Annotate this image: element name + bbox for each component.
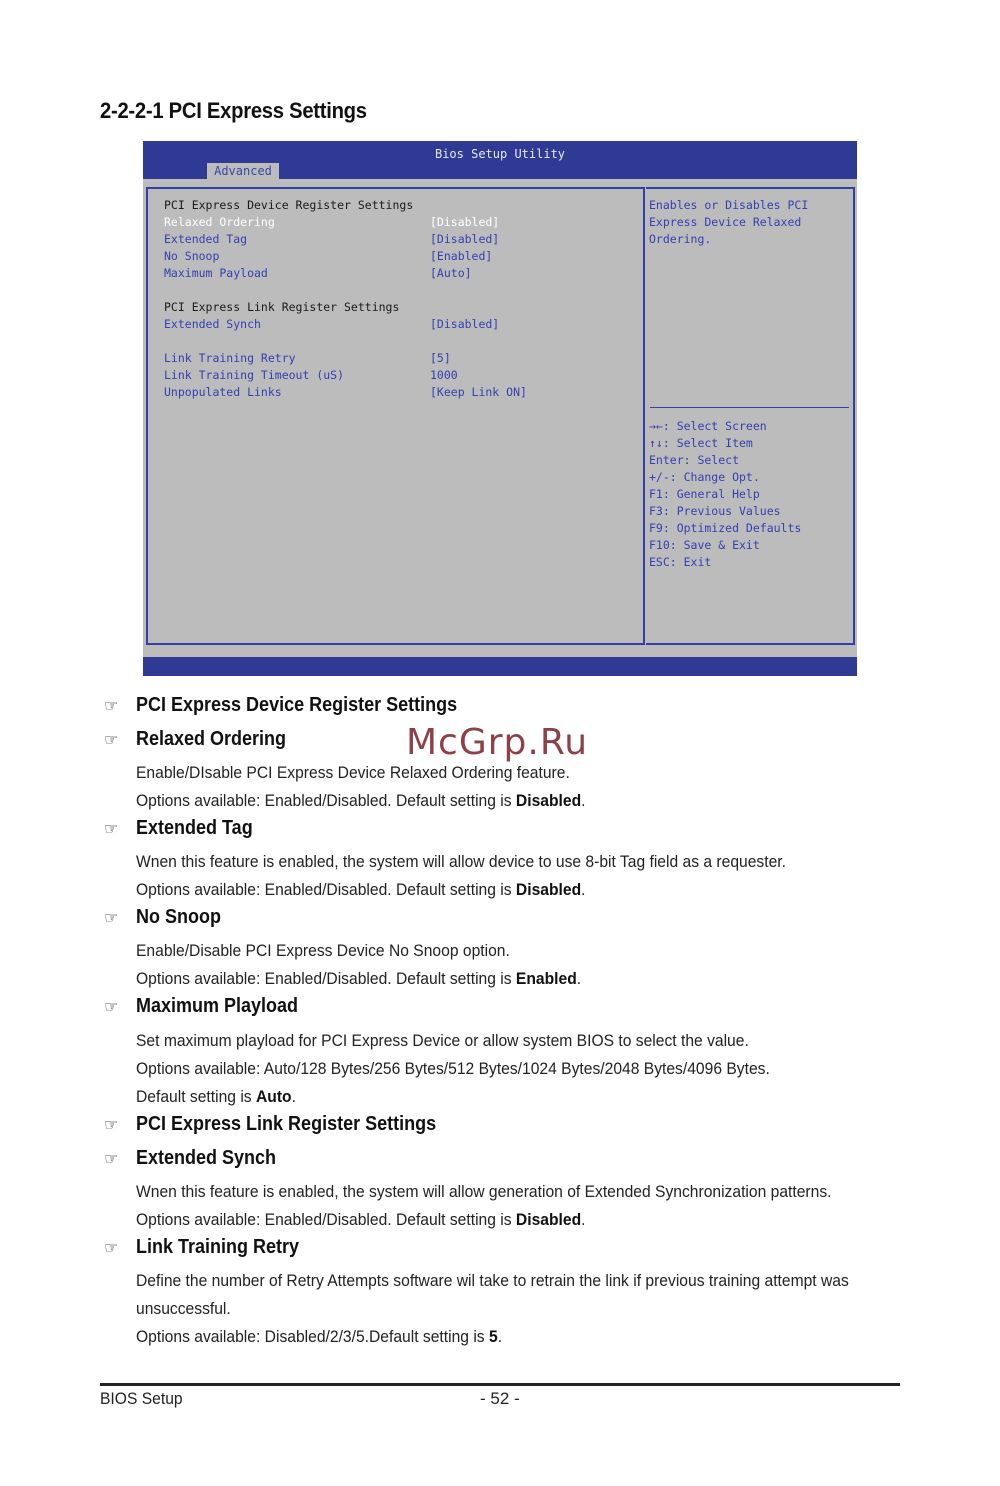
pointing-hand-icon: ☞ — [104, 821, 119, 838]
help-text-line: Enables or Disables PCI — [649, 198, 809, 212]
desc-maximum-payload: Set maximum playload for PCI Express Device or allow system BIOS to select the value. — [136, 1031, 749, 1050]
options-extended-tag: Options available: Enabled/Disabled. Default setting is Disabled. — [136, 880, 586, 899]
desc-relaxed-ordering: Enable/DIsable PCI Express Device Relaxed Ordering feature. — [136, 763, 570, 782]
value-extended-synch[interactable]: [Disabled] — [430, 317, 500, 331]
bios-screen — [143, 141, 857, 676]
key-hint: F9: Optimized Defaults — [649, 521, 802, 535]
desc-link-training-retry: Define the number of Retry Attempts software wil take to retrain the link if previous training attempt was — [136, 1271, 849, 1290]
menu-item-link-training-retry[interactable]: Link Training Retry — [164, 351, 296, 365]
options-no-snoop: Options available: Enabled/Disabled. Default setting is Enabled. — [136, 969, 582, 988]
desc-extended-synch: Wnen this feature is enabled, the system will allow generation of Extended Synchronization patterns. — [136, 1182, 832, 1201]
key-hint: ↑↓: Select Item — [649, 436, 753, 450]
pointing-hand-icon: ☞ — [104, 1151, 119, 1168]
options-maximum-payload: Options available: Auto/128 Bytes/256 Bytes/512 Bytes/1024 Bytes/2048 Bytes/4096 Bytes. — [136, 1059, 770, 1078]
desc-no-snoop: Enable/Disable PCI Express Device No Snoop option. — [136, 941, 510, 960]
heading-extended-synch: Extended Synch — [136, 1147, 277, 1169]
help-divider — [650, 407, 849, 408]
desc-extended-tag: Wnen this feature is enabled, the system will allow device to use 8-bit Tag field as a requester. — [136, 852, 786, 871]
footer-rule — [100, 1383, 900, 1386]
menu-item-maximum-payload[interactable]: Maximum Payload — [164, 266, 268, 280]
key-hint: F10: Save & Exit — [649, 538, 760, 552]
value-link-training-timeout[interactable]: 1000 — [430, 368, 458, 382]
help-text-line: Ordering. — [649, 232, 712, 246]
pointing-hand-icon: ☞ — [104, 1240, 119, 1257]
page-number: - 52 - — [480, 1389, 520, 1408]
bios-bottom-bar — [143, 657, 857, 673]
default-maximum-payload: Default setting is Auto. — [136, 1087, 296, 1106]
group-header-device: PCI Express Device Register Settings — [164, 198, 414, 212]
tab-advanced[interactable]: Advanced — [207, 163, 279, 179]
menu-item-link-training-timeout[interactable]: Link Training Timeout (uS) — [164, 368, 345, 382]
section-title: 2-2-2-1 PCI Express Settings — [100, 98, 367, 123]
heading-pcie-device: PCI Express Device Register Settings — [136, 694, 458, 716]
heading-relaxed-ordering: Relaxed Ordering — [136, 728, 287, 750]
heading-maximum-payload: Maximum Playload — [136, 995, 299, 1017]
menu-item-unpopulated-links[interactable]: Unpopulated Links — [164, 385, 282, 399]
value-link-training-retry[interactable]: [5] — [430, 351, 451, 365]
menu-item-no-snoop[interactable]: No Snoop — [164, 249, 220, 263]
heading-extended-tag: Extended Tag — [136, 817, 253, 839]
key-hint: Enter: Select — [649, 453, 740, 467]
menu-item-relaxed-ordering[interactable]: Relaxed Ordering — [164, 215, 275, 229]
desc-link-training-retry-cont: unsuccessful. — [136, 1299, 231, 1318]
value-unpopulated-links[interactable]: [Keep Link ON] — [430, 385, 527, 399]
value-relaxed-ordering[interactable]: [Disabled] — [430, 215, 500, 229]
menu-item-extended-tag[interactable]: Extended Tag — [164, 232, 248, 246]
watermark: McGrp.Ru — [406, 722, 589, 763]
bios-help-panel — [646, 187, 855, 645]
options-extended-synch: Options available: Enabled/Disabled. Default setting is Disabled. — [136, 1210, 586, 1229]
key-hint: +/-: Change Opt. — [649, 470, 760, 484]
group-header-link: PCI Express Link Register Settings — [164, 300, 400, 314]
pointing-hand-icon: ☞ — [104, 999, 119, 1016]
heading-link-training-retry: Link Training Retry — [136, 1236, 300, 1258]
heading-no-snoop: No Snoop — [136, 906, 221, 928]
key-hint: F3: Previous Values — [649, 504, 781, 518]
value-extended-tag[interactable]: [Disabled] — [430, 232, 500, 246]
bios-title: Bios Setup Utility — [434, 147, 566, 161]
key-hint: F1: General Help — [649, 487, 760, 501]
menu-item-extended-synch[interactable]: Extended Synch — [164, 317, 261, 331]
pointing-hand-icon: ☞ — [104, 910, 119, 927]
bios-body — [143, 179, 857, 657]
value-maximum-payload[interactable]: [Auto] — [430, 266, 472, 280]
bios-title-bar — [143, 141, 857, 179]
key-hint: →←: Select Screen — [649, 419, 767, 433]
options-link-training-retry: Options available: Disabled/2/3/5.Default setting is 5. — [136, 1327, 503, 1346]
help-text-line: Express Device Relaxed — [649, 215, 802, 229]
pointing-hand-icon: ☞ — [104, 732, 119, 749]
bios-settings-panel — [146, 187, 645, 645]
key-hint: ESC: Exit — [649, 555, 712, 569]
pointing-hand-icon: ☞ — [104, 698, 119, 715]
value-no-snoop[interactable]: [Enabled] — [430, 249, 493, 263]
options-relaxed-ordering: Options available: Enabled/Disabled. Default setting is Disabled. — [136, 791, 586, 810]
pointing-hand-icon: ☞ — [104, 1117, 119, 1134]
heading-pcie-link: PCI Express Link Register Settings — [136, 1113, 437, 1135]
footer-section-name: BIOS Setup — [100, 1389, 183, 1408]
